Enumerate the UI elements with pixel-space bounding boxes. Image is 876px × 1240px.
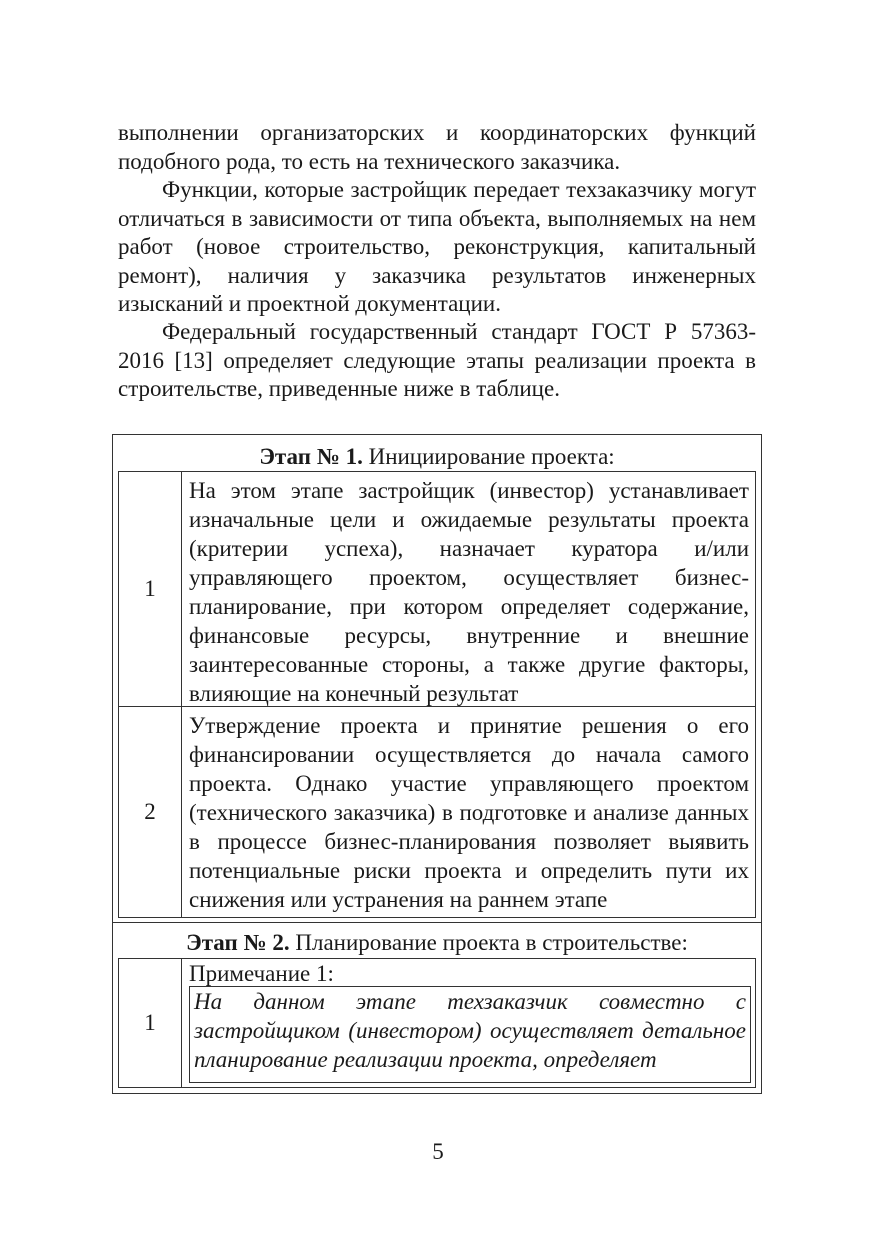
stage-divider bbox=[113, 922, 761, 923]
table-row bbox=[119, 959, 755, 1087]
stage-2-heading bbox=[113, 929, 761, 957]
table-row bbox=[119, 706, 755, 917]
stage-2-label: Этап № 2. bbox=[186, 930, 290, 955]
stage-1-heading bbox=[113, 443, 761, 471]
stage-2-rows bbox=[118, 958, 756, 1088]
note-label: Примечание 1: bbox=[189, 961, 334, 986]
row-text: На этом этапе застройщик (инвестор) устанавливает изначальные цели и ожидаемые результаты проекта (критерии успеха), назначает куратора и/или управляющего проектом, осуществляет бизнес-планирование, при котором определяет содержание, финансовые ресурсы, внутренние и внешние заинтересованные стороны, а также другие факторы, влияющие на конечный результат bbox=[189, 478, 749, 706]
stage-1-label: Этап № 1. bbox=[259, 444, 363, 469]
row-number: 1 bbox=[119, 472, 182, 706]
row-text: Утверждение проекта и принятие решения о его финансировании осуществляется до начала самого проекта. Однако участие управляющего проектом (технического заказчика) в подготовке и анализе данных в процессе бизнес-планирования позволяет выявить потенциальные риски проекта и определить пути их снижения или устранения на раннем этапе bbox=[189, 713, 749, 912]
table-row bbox=[119, 472, 755, 706]
note-text: На данном этапе техзаказчик совместно с застройщиком (инвестором) осуществляет детальное планирование реализации проекта, определяет bbox=[194, 989, 746, 1072]
paragraph-gost: Федеральный государственный стандарт ГОСТ Р 57363-2016 [13] определяет следующие этапы реализации проекта в строительстве, приведенные ниже в таблице. bbox=[118, 319, 756, 401]
stage-2-title: Планирование проекта в строительстве: bbox=[289, 930, 688, 955]
stage-1-title: Инициирование проекта: bbox=[362, 444, 615, 469]
row-number: 2 bbox=[119, 707, 182, 917]
page-number: 5 bbox=[432, 1139, 444, 1164]
row-number: 1 bbox=[119, 959, 182, 1087]
paragraph-continuation: выполнении организаторских и координаторских функций подобного рода, то есть на технического заказчика. bbox=[118, 120, 756, 174]
stage-1-rows bbox=[118, 471, 756, 918]
stages-table bbox=[112, 434, 762, 1094]
paragraph-functions: Функции, которые застройщик передает техзаказчику могут отличаться в зависимости от типа объекта, выполняемых на нем работ (новое строительство, реконструкция, капитальный ремонт), наличия у заказчика результатов инженерных изысканий и проектной документации. bbox=[118, 177, 756, 316]
note-box bbox=[189, 986, 751, 1083]
